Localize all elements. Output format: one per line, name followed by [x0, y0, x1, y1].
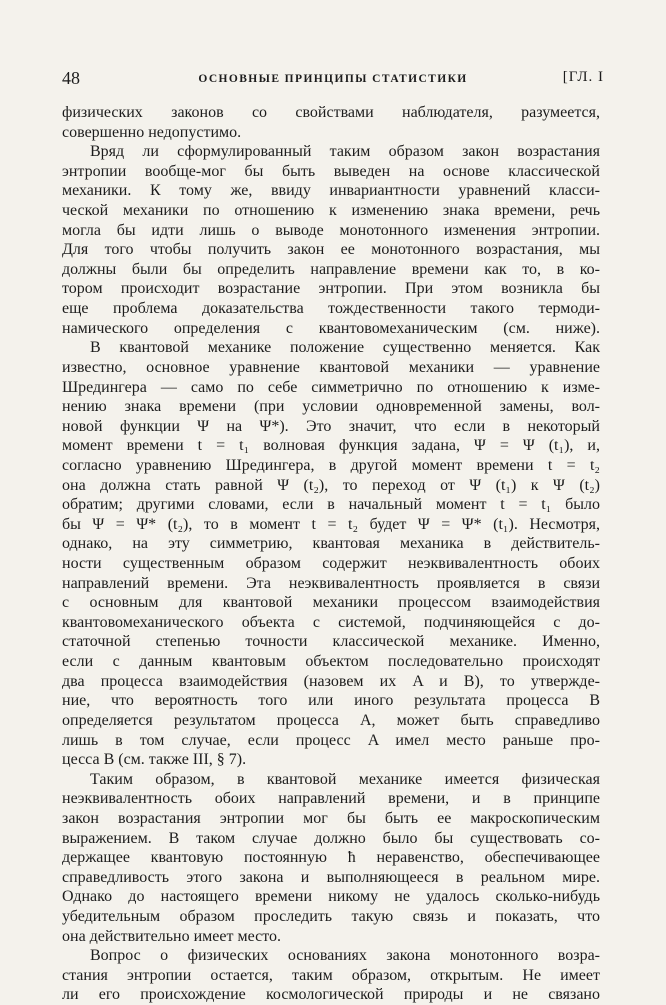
text-line: Таким образом, в квантовой механике имеется физическая	[90, 770, 600, 788]
text-line: известно, основное уравнение квантовой механики — уравнение	[62, 358, 600, 376]
text-line: закон возрастания энтропии мог бы быть ее макроскопическим	[62, 809, 600, 827]
text-line: неэквивалентность обоих направлений времени, и в принципе	[62, 790, 600, 808]
text-line: однако, на эту симметрию, квантовая механика в действитель-	[62, 535, 600, 553]
text-line: Вряд ли сформулированный таким образом закон возрастания	[90, 143, 600, 161]
text-line: держащее квантовую постоянную ħ неравенство, обеспечивающее	[62, 849, 600, 867]
text-line: ческой механики по отношению к изменению знака времени, речь	[62, 202, 600, 220]
text-line: бы Ψ = Ψ* (t₂), то в момент t = t₂ будет Ψ = Ψ* (t₁). Несмотря,	[62, 515, 600, 533]
text-line: цесса B (см. также III, § 7).	[62, 751, 247, 769]
running-title: ОСНОВНЫЕ ПРИНЦИПЫ СТАТИСТИКИ	[198, 73, 468, 85]
text-line: ности существенным образом содержит неэквивалентность обоих	[62, 555, 600, 573]
text-line: энтропии вообще-мог бы быть выведен на основе классической	[62, 162, 600, 180]
text-line: физических законов со свойствами наблюдателя, разумеется,	[62, 104, 600, 121]
text-line: новой функции Ψ на Ψ*). Это значит, что если в некоторый	[62, 417, 600, 435]
text-line: тором происходит возрастание энтропии. При этом возникла бы	[62, 280, 600, 298]
text-line: Однако до настоящего времени никому не удалось сколько-нибудь	[62, 888, 600, 906]
text-line: если с данным квантовым объектом последовательно происходят	[62, 653, 600, 671]
text-line: В квантовой механике положение существенно меняется. Как	[90, 339, 600, 357]
text-line: ли его происхождение космологической природы и не связано	[62, 986, 600, 1004]
text-line: определяется результатом процесса A, может быть справедливо	[62, 711, 600, 729]
text-line: ние, что вероятность того или иного результата процесса B	[62, 692, 600, 710]
text-line: стания энтропии остается, таким образом, открытым. Не имеет	[62, 966, 600, 984]
text-line: она действительно имеет место.	[62, 927, 282, 945]
text-line: намического определения с квантовомеханическим (см. ниже).	[62, 319, 600, 337]
text-line: механики. К тому же, ввиду инвариантности уравнений класси-	[62, 182, 600, 200]
text-line: Вопрос о физических основаниях закона монотонного возра-	[90, 947, 600, 965]
text-line: момент времени t = t₁ волновая функция задана, Ψ = Ψ (t₁), и,	[62, 437, 600, 455]
text-line: лишь в том случае, если процесс A имел место раньше про-	[62, 731, 600, 749]
text-line: Для того чтобы получить закон ее монотонного возрастания, мы	[62, 241, 600, 259]
page-header	[62, 68, 604, 92]
text-line: совершенно недопустимо.	[62, 123, 242, 141]
page-body	[62, 103, 600, 1005]
text-line: Шредингера — само по себе симметрично по отношению к изме-	[62, 378, 600, 396]
text-line: могла бы идти лишь о выводе монотонного изменения энтропии.	[62, 221, 600, 239]
page-number: 48	[62, 68, 80, 88]
text-line: убедительным образом проследить такую связь и показать, что	[62, 907, 600, 925]
text-line: справедливость этого закона и выполняющееся в реальном мире.	[62, 868, 600, 886]
text-line: должны были бы определить направление времени как то, в ко-	[62, 260, 600, 278]
text-line: она должна стать равной Ψ (t₂), то переход от Ψ (t₁) к Ψ (t₂)	[62, 476, 600, 494]
chapter-label: [ГЛ. I	[562, 69, 604, 85]
text-line: квантовомеханического объекта с системой, подчиняющейся с до-	[62, 613, 600, 631]
text-line: статочной степенью точности классической механике. Именно,	[62, 633, 600, 651]
text-line: с основным для квантовой механики процессом взаимодействия	[62, 594, 600, 612]
text-line: направлений времени. Эта неэквивалентность проявляется в связи	[62, 574, 600, 592]
text-line: еще проблема доказательства тождественности такого термоди-	[62, 300, 600, 318]
text-line: обратим; другими словами, если в начальный момент t = t₁ было	[62, 496, 600, 514]
text-line: нению знака времени (при условии одновременной замены, вол-	[62, 398, 600, 416]
text-line: выражением. В таком случае должно было бы существовать со-	[62, 829, 600, 847]
text-line: два процесса взаимодействия (назовем их A и B), то утвержде-	[62, 672, 601, 690]
text-line: согласно уравнению Шредингера, в другой момент времени t = t₂	[62, 456, 600, 474]
